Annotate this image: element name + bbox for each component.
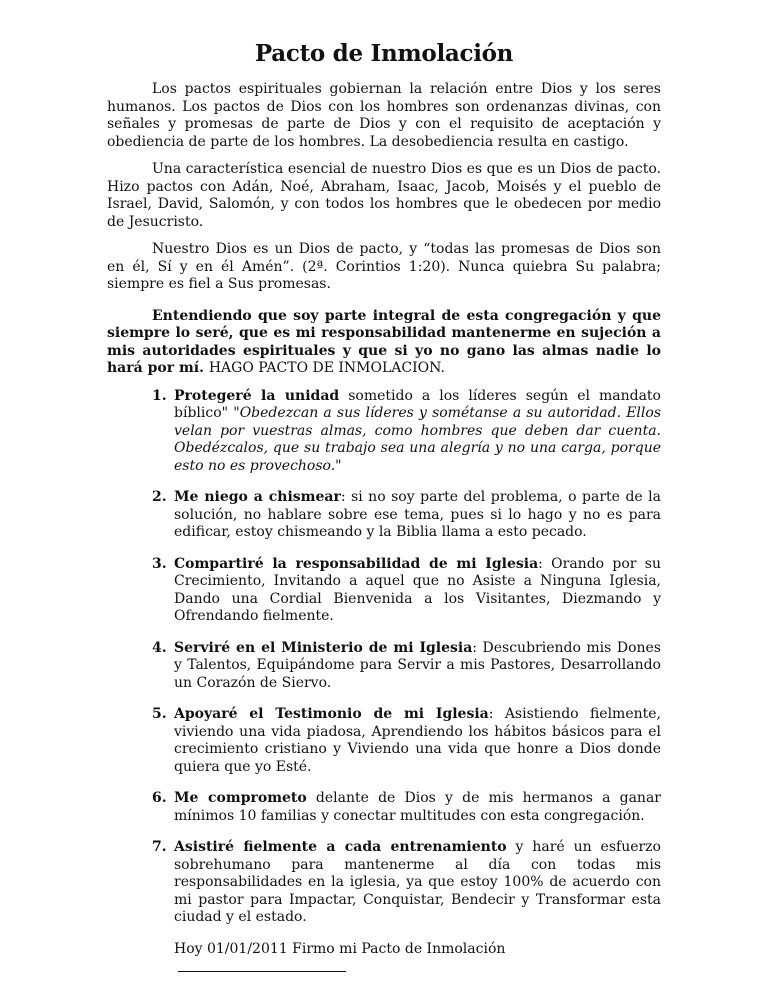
signature-blank[interactable] [178, 958, 346, 972]
item-text: delante de Dios y de mis hermanos a ganar mínimos 10 familias y conectar multitudes con esta congregación. [174, 790, 661, 824]
pledge-tail: HAGO PACTO DE INMOLACION. [208, 360, 445, 376]
item-number: 4. [152, 639, 167, 656]
item-text: y haré un esfuerzo sobrehumano para mantenerme al día con todas mis responsabilidades en la iglesia, ya que estoy 100% de acuerdo con mi pastor para Impactar, Conquistar, Bendecir y Transformar esta ciudad y el estado. [174, 839, 661, 925]
item-lead: Asistiré fielmente a cada entrenamiento [174, 839, 507, 855]
signature-line [107, 941, 661, 978]
item-text: : Orando por su Crecimiento, Invitando a aquel que no Asiste a Ninguna Iglesia, Dando una Cordial Bienvenida a los Visitantes, Diezmando y Ofrendando fielmente. [174, 555, 661, 624]
item-number: 2. [152, 489, 167, 505]
commitment-list [107, 388, 661, 927]
item-number: 5. [152, 706, 167, 722]
item-lead: Apoyaré el Testimonio de mi Iglesia [174, 706, 489, 722]
item-lead: Me comprometo [174, 790, 307, 806]
pledge-paragraph [107, 308, 661, 378]
item-text: : Descubriendo mis Dones y Talentos, Equipándome para Servir a mis Pastores, Desarrollando un Corazón de Siervo. [174, 639, 661, 691]
list-item [107, 640, 661, 693]
item-number: 7. [152, 839, 167, 855]
list-item [107, 388, 661, 476]
item-number: 1. [152, 387, 167, 404]
item-lead: Me niego a chismear [174, 489, 341, 505]
item-text: : si no soy parte del problema, o parte de la solución, no hablare sobre ese tema, pues si lo hago y no es para edificar, estoy chismeando y la Biblia llama a esto pecado. [174, 489, 662, 540]
item-text: : Asistiendo fielmente, viviendo una vida piadosa, Aprendiendo los hábitos básicos para el crecimiento cristiano y Viviendo una vida que honre a Dios donde quiera que yo Esté. [174, 706, 661, 775]
item-text: sometido a los líderes según el mandato bíblico" [174, 387, 661, 421]
intro-paragraph-2: Una característica esencial de nuestro Dios es que es un Dios de pacto. Hizo pactos con Adán, Noé, Abraham, Isaac, Jacob, Moisés y el pueblo de Israel, David, Salomón, y con todos los hombres que le obedecen por medio de Jesucristo. [107, 161, 661, 230]
intro-paragraph-1: Los pactos espirituales gobiernan la relación entre Dios y los seres humanos. Los pactos de Dios con los hombres son ordenanzas divinas, con señales y promesas de parte de Dios y con el requisito de aceptación y obediencia de parte de los hombres. La desobediencia resulta en castigo. [107, 81, 661, 150]
document-page [107, 40, 661, 978]
list-item [107, 839, 661, 927]
item-number: 3. [152, 555, 167, 572]
item-lead: Serviré en el Ministerio de mi Iglesia [174, 639, 473, 656]
list-item [107, 489, 661, 542]
item-number: 6. [152, 790, 167, 806]
list-item [107, 556, 661, 626]
document-title: Pacto de Inmolación [254, 40, 514, 67]
item-quote: "Obedezcan a sus líderes y sométanse a su autoridad. Ellos velan por vuestras almas, como hombres que deben dar cuenta. Obedézcalos, que su trabajo sea una alegría y no una carga, porque esto no es provechoso." [174, 405, 662, 474]
intro-paragraph-3: Nuestro Dios es un Dios de pacto, y “todas las promesas de Dios son en él, Sí y en él Amén”. (2ª. Corintios 1:20). Nunca quiebra Su palabra; siempre es fiel a Sus promesas. [107, 241, 661, 292]
signature-text: Hoy 01/01/2011 Firmo mi Pacto de Inmolación [174, 940, 506, 957]
list-item [107, 790, 661, 825]
item-lead: Protegeré la unidad [174, 387, 340, 404]
pledge-text: Entendiendo que soy parte integral de esta congregación y que siempre lo seré, que es mi responsabilidad mantenerme en sujeción a mis autoridades espirituales y que si yo no gano las almas nadie lo hará por mí. [107, 307, 661, 376]
list-item [107, 706, 661, 776]
item-lead: Compartiré la responsabilidad de mi Iglesia [174, 555, 539, 572]
